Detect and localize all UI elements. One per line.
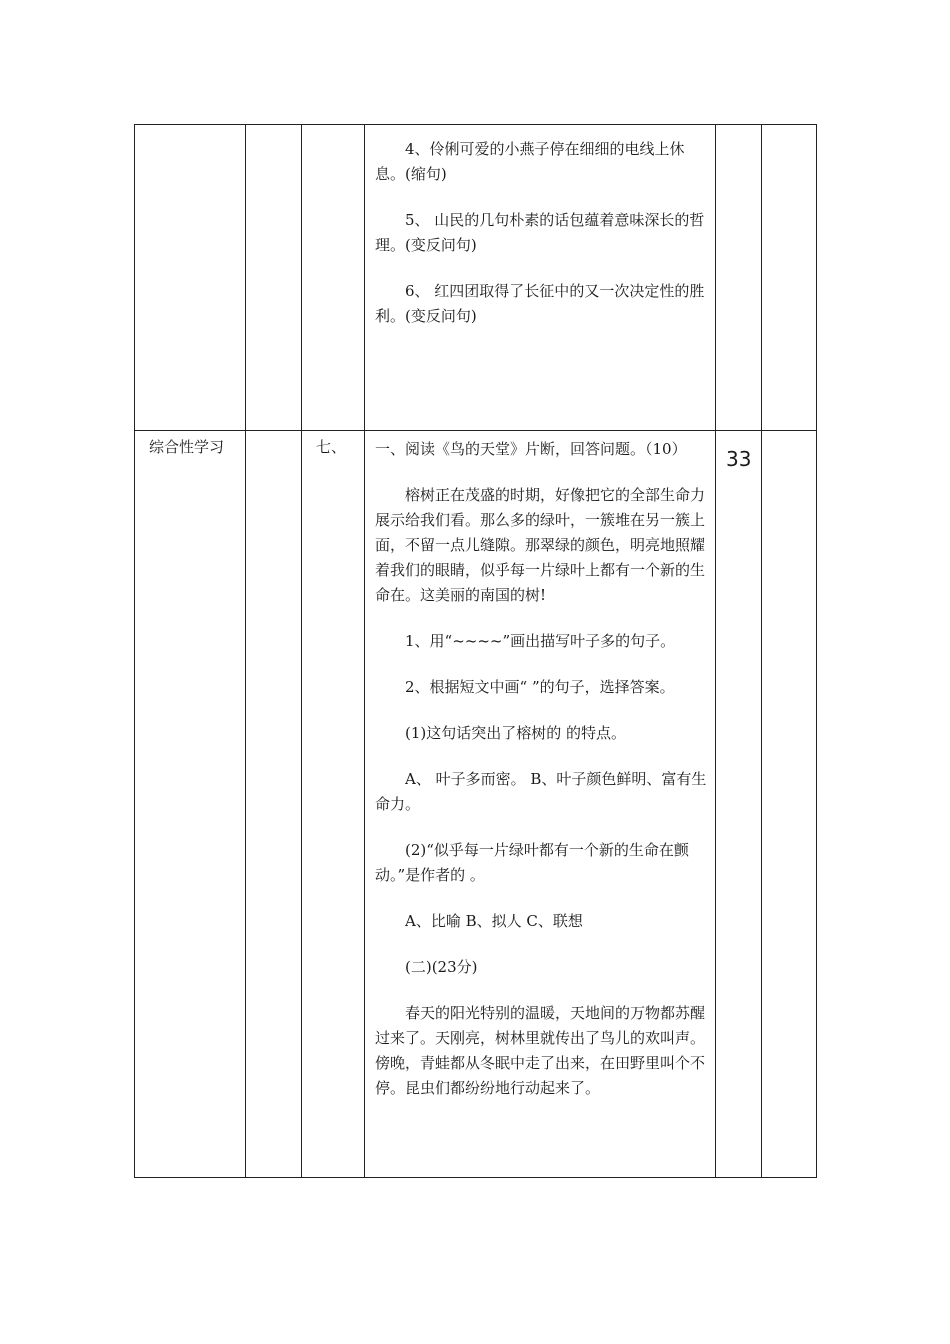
score-cell [716, 125, 762, 431]
question-2-1-options: A、 叶子多而密。 B、叶子颜色鲜明、富有生命力。 [375, 770, 707, 813]
reading-passage-2: 春天的阳光特别的温暖，天地间的万物都苏醒过来了。天刚亮，树林里就传出了鸟儿的欢叫声。傍晚，青蛙都从冬眠中走了出来，在田野里叫个不停。昆虫们都纷纷地行动起来了。 [375, 1004, 706, 1097]
part-2-heading: (二)(23分) [405, 958, 478, 976]
category-cell [135, 431, 246, 1178]
question-item-6: 6、 红四团取得了长征中的又一次决定性的胜利。(变反问句) [375, 282, 705, 325]
blank-cell [246, 125, 302, 431]
question-item-4: 4、伶俐可爱的小燕子停在细细的电线上休息。(缩句) [375, 140, 685, 183]
category-cell [135, 125, 246, 431]
content-cell [365, 431, 716, 1178]
question-2-2-options: A、比喻 B、拟人 C、联想 [405, 912, 583, 930]
question-1: 1、用“~~~~”画出描写叶子多的句子。 [405, 632, 676, 650]
category-label: 综合性学习 [149, 438, 225, 456]
score-value: 33 [726, 447, 752, 471]
reading-passage-1: 榕树正在茂盛的时期，好像把它的全部生命力展示给我们看。那么多的绿叶，一簇堆在另一簇上面，不留一点儿缝隙。那翠绿的颜色，明亮地照耀着我们的眼睛，似乎每一片绿叶上都有一个新的生命在。这美丽的南国的树! [375, 486, 706, 604]
reading-heading: 一、阅读《鸟的天堂》片断，回答问题。（10） [375, 440, 687, 458]
content-cell [365, 125, 716, 431]
question-2-2: (2)“似乎每一片绿叶都有一个新的生命在颤动。”是作者的 。 [375, 841, 689, 884]
blank-cell [762, 125, 817, 431]
section-number: 七、 [316, 438, 347, 456]
blank-cell [246, 431, 302, 1178]
number-cell [302, 125, 365, 431]
question-item-5: 5、 山民的几句朴素的话包蕴着意味深长的哲理。(变反问句) [375, 211, 705, 254]
exam-table [134, 124, 817, 1178]
number-cell [302, 431, 365, 1178]
table-row [135, 431, 817, 1178]
table-row [135, 125, 817, 431]
question-2: 2、根据短文中画“ ”的句子，选择答案。 [405, 678, 675, 696]
score-cell [716, 431, 762, 1178]
blank-cell [762, 431, 817, 1178]
question-2-1: (1)这句话突出了榕树的 的特点。 [405, 724, 627, 742]
